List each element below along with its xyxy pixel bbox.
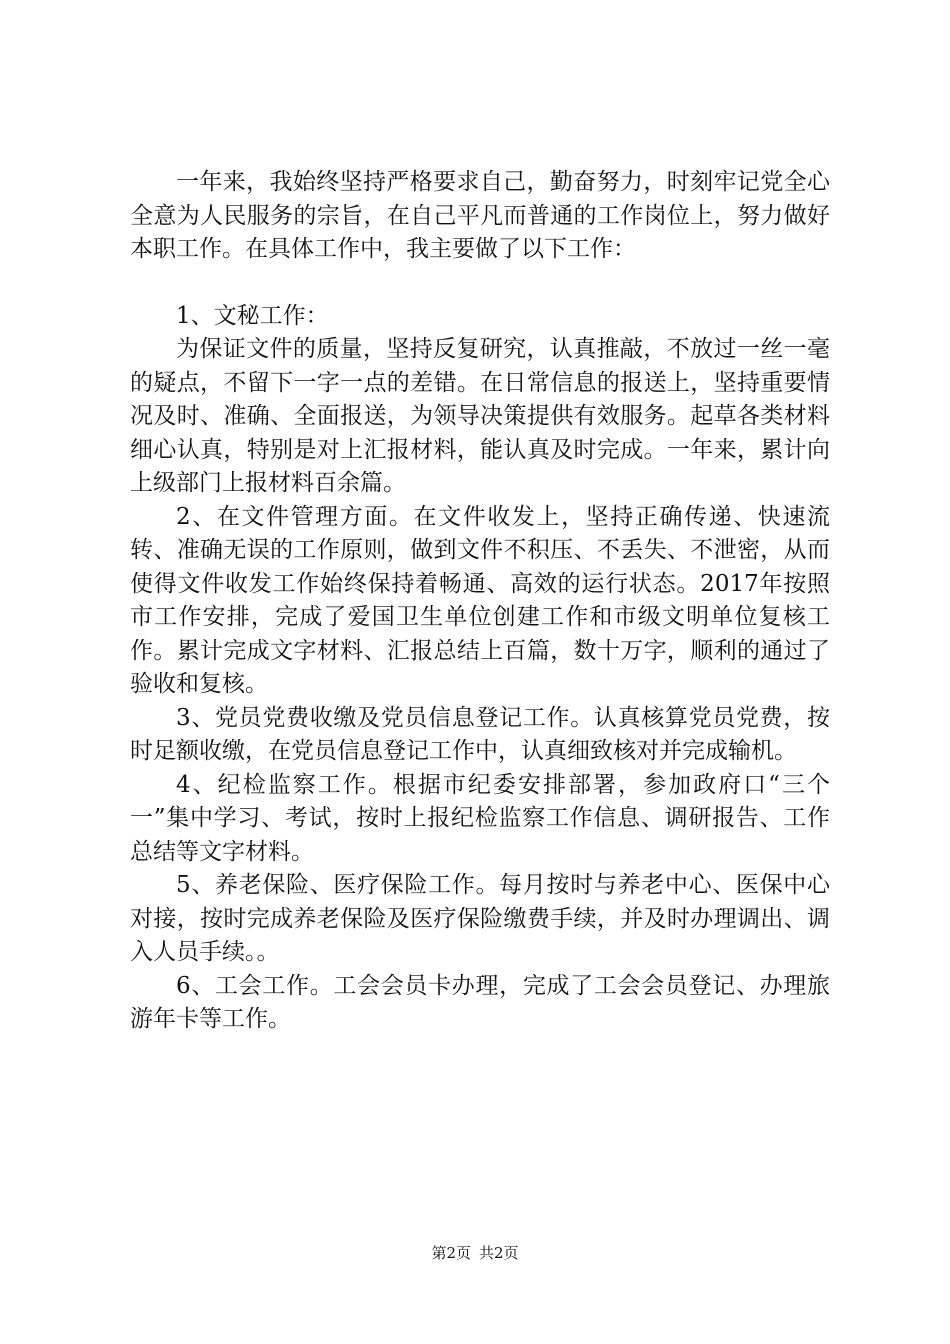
section-3-paragraph: 3、党员党费收缴及党员信息登记工作。认真核算党员党费，按时足额收缴，在党员信息登记工作中，认真细致核对并完成输机。: [130, 704, 830, 764]
section-2-paragraph: 2、在文件管理方面。在文件收发上，坚持正确传递、快速流转、准确无误的工作原则，做到文件不积压、不丢失、不泄密，从而使得文件收发工作始终保持着畅通、高效的运行状态。2017年按照市工作安排，完成了爱国卫生单位创建工作和市级文明单位复核工作。累计完成文字材料、汇报总结上百篇，数十万字，顺利的通过了验收和复核。: [130, 503, 830, 697]
document-body: [130, 166, 830, 1037]
page-footer: [0, 1243, 950, 1263]
section-6-paragraph: 6、工会工作。工会会员卡办理，完成了工会会员登记、办理旅游年卡等工作。: [130, 972, 830, 1032]
section-1-paragraph: 为保证文件的质量，坚持反复研究，认真推敲，不放过一丝一毫的疑点，不留下一字一点的差错。在日常信息的报送上，坚持重要情况及时、准确、全面报送，为领导决策提供有效服务。起草各类材料细心认真，特别是对上汇报材料，能认真及时完成。一年来，累计向上级部门上报材料百余篇。: [130, 336, 830, 496]
page-number: 第2页: [431, 1244, 471, 1262]
page-total: 共2页: [479, 1244, 519, 1262]
intro-paragraph: 一年来，我始终坚持严格要求自己，勤奋努力，时刻牢记党全心全意为人民服务的宗旨，在自己平凡而普通的工作岗位上，努力做好本职工作。在具体工作中，我主要做了以下工作：: [130, 169, 830, 262]
section-1-heading: 1、文秘工作：: [176, 302, 329, 329]
section-4-paragraph: 4、纪检监察工作。根据市纪委安排部署，参加政府口“三个一”集中学习、考试，按时上报纪检监察工作信息、调研报告、工作总结等文字材料。: [130, 771, 830, 865]
section-5-paragraph: 5、养老保险、医疗保险工作。每月按时与养老中心、医保中心对接，按时完成养老保险及医疗保险缴费手续，并及时办理调出、调入人员手续。。: [130, 872, 830, 965]
